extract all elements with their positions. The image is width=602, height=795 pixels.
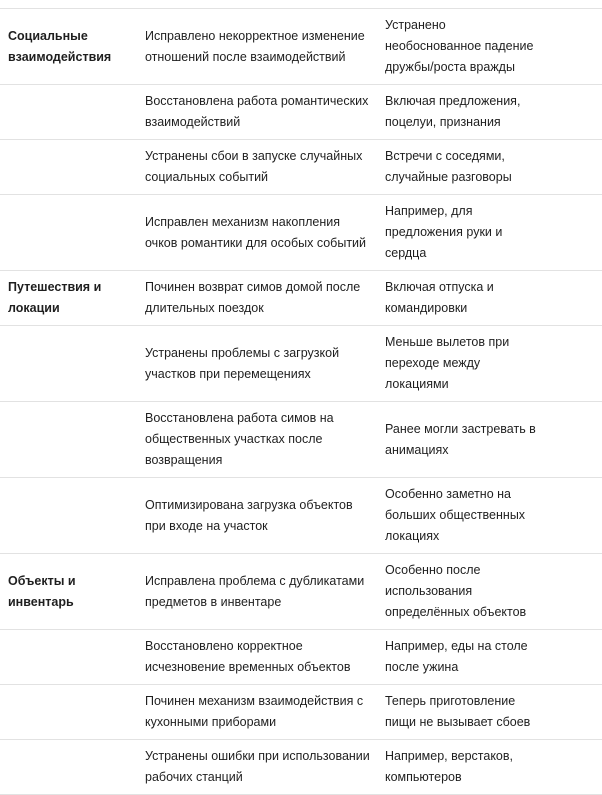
fix-text: Восстановлена работа романтических взаимодействий (145, 94, 369, 129)
patch-notes-table (0, 8, 602, 795)
fix-text: Исправлен механизм накопления очков романтики для особых событий (145, 214, 367, 250)
category-cell (0, 140, 140, 195)
fix-cell (140, 85, 380, 140)
fix-cell (140, 195, 380, 271)
note-cell (380, 478, 602, 554)
note-text: Особенно заметно на больших общественных локациях (385, 487, 526, 543)
note-text: Например, для предложения руки и сердца (385, 204, 503, 260)
fix-cell (140, 271, 380, 326)
fix-cell (140, 140, 380, 195)
category-label: Путешествия и локации (8, 280, 102, 315)
fix-text: Починен механизм взаимодействия с кухонными приборами (145, 694, 364, 729)
fix-text: Восстановлена работа симов на общественных участках после возвращения (145, 411, 334, 467)
fix-text: Оптимизирована загрузка объектов при входе на участок (145, 497, 353, 533)
table-row (0, 685, 602, 740)
category-cell (0, 326, 140, 402)
note-cell (380, 326, 602, 402)
fix-cell (140, 685, 380, 740)
fix-cell (140, 9, 380, 85)
fix-text: Восстановлено корректное исчезновение временных объектов (145, 639, 351, 674)
category-cell (0, 685, 140, 740)
note-cell (380, 140, 602, 195)
fix-text: Исправлено некорректное изменение отношений после взаимодействий (145, 28, 365, 64)
fix-text: Устранены ошибки при использовании рабочих станций (145, 749, 370, 784)
note-text: Ранее могли застревать в анимациях (385, 421, 536, 457)
note-text: Например, верстаков, компьютеров (385, 749, 513, 784)
fix-cell (140, 630, 380, 685)
table-row (0, 402, 602, 478)
table-row (0, 326, 602, 402)
note-cell (380, 554, 602, 630)
category-cell (0, 195, 140, 271)
note-text: Меньше вылетов при переходе между локациями (385, 335, 510, 391)
fix-cell (140, 554, 380, 630)
fix-text: Устранены проблемы с загрузкой участков при перемещениях (145, 345, 340, 381)
note-cell (380, 630, 602, 685)
note-text: Встречи с соседями, случайные разговоры (385, 149, 512, 184)
fix-text: Устранены сбои в запуске случайных социальных событий (145, 149, 363, 184)
table-row (0, 630, 602, 685)
note-cell (380, 740, 602, 795)
category-label: Социальные взаимодействия (8, 28, 112, 64)
note-text: Особенно после использования определённых объектов (385, 563, 527, 619)
category-cell (0, 630, 140, 685)
table-row (0, 140, 602, 195)
table-row (0, 478, 602, 554)
note-text: Устранено необоснованное падение дружбы/роста вражды (385, 18, 534, 74)
fix-cell (140, 402, 380, 478)
note-cell (380, 402, 602, 478)
note-text: Например, еды на столе после ужина (385, 639, 528, 674)
note-cell (380, 85, 602, 140)
category-cell (0, 85, 140, 140)
fix-text: Исправлена проблема с дубликатами предметов в инвентаре (145, 573, 365, 609)
table-row (0, 85, 602, 140)
note-cell (380, 271, 602, 326)
table-row (0, 9, 602, 85)
category-cell (0, 9, 140, 85)
category-cell (0, 271, 140, 326)
category-cell (0, 402, 140, 478)
note-cell (380, 685, 602, 740)
category-cell (0, 478, 140, 554)
category-label: Объекты и инвентарь (8, 573, 76, 609)
note-text: Включая отпуска и командировки (385, 280, 494, 315)
table-row (0, 554, 602, 630)
table-row (0, 740, 602, 795)
table-row (0, 271, 602, 326)
fix-cell (140, 478, 380, 554)
fix-text: Починен возврат симов домой после длительных поездок (145, 280, 361, 315)
fix-cell (140, 326, 380, 402)
note-text: Теперь приготовление пищи не вызывает сбоев (385, 694, 531, 729)
category-cell (0, 740, 140, 795)
note-text: Включая предложения, поцелуи, признания (385, 94, 521, 129)
fix-cell (140, 740, 380, 795)
note-cell (380, 195, 602, 271)
table-row (0, 195, 602, 271)
category-cell (0, 554, 140, 630)
note-cell (380, 9, 602, 85)
